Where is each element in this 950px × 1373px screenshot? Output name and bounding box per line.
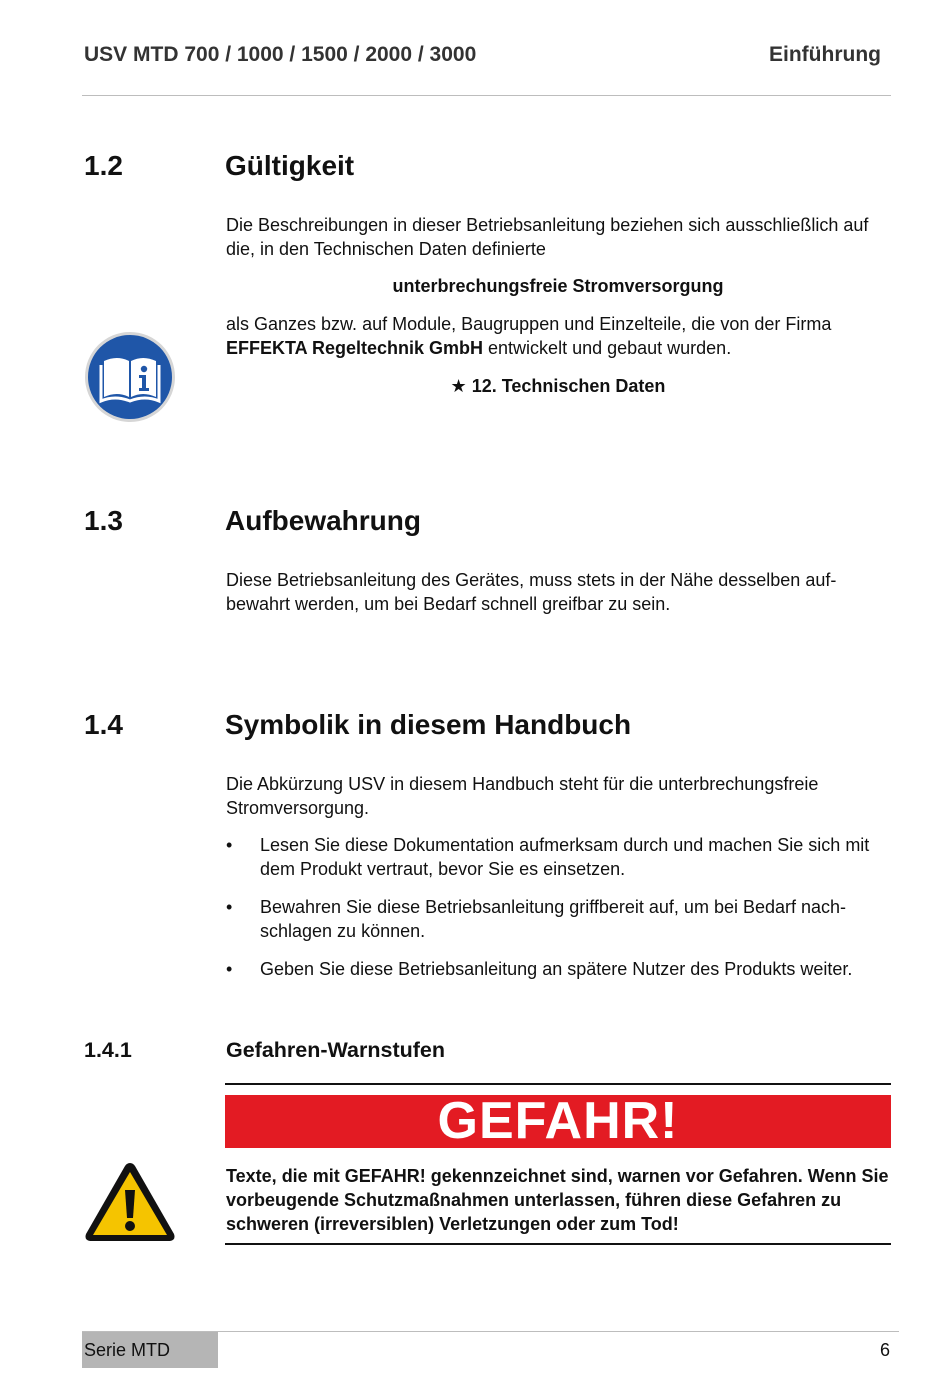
- warning-triangle-icon: [83, 1160, 177, 1244]
- section-title-symbolik: Symbolik in diesem Handbuch: [225, 709, 632, 740]
- section-number-1-4: 1.4: [84, 709, 123, 740]
- section-title-gefahren-warnstufen: Gefahren-Warnstufen: [226, 1038, 445, 1062]
- instruction-list: [226, 833, 890, 995]
- bullet-icon: •: [226, 897, 233, 917]
- danger-banner: [225, 1092, 891, 1150]
- section-number-1-4-1: 1.4.1: [84, 1038, 132, 1062]
- document-title: USV MTD 700 / 1000 / 1500 / 2000 / 3000: [84, 43, 477, 66]
- warning-top-rule: [225, 1083, 891, 1085]
- chapter-title: Einführung: [769, 43, 881, 66]
- validity-paragraph: Die Beschreibungen in dieser Betriebsanleitung beziehen sich ausschließlich auf die, in den Technischen Daten definierte: [226, 215, 869, 259]
- danger-banner-label: GEFAHR!: [437, 1092, 679, 1150]
- company-name: EFFEKTA Regeltechnik GmbH: [226, 338, 484, 358]
- page-number: 6: [879, 1340, 890, 1360]
- info-manual-icon: [84, 331, 176, 423]
- abbreviation-paragraph: Die Abkürzung USV in diesem Handbuch steht für die unterbrechungsfreie Stromversorgung.: [226, 774, 819, 818]
- bullet-icon: •: [226, 835, 233, 855]
- list-item: • Geben Sie diese Betriebsanleitung an spätere Nutzer des Produkts weiter.: [226, 959, 853, 979]
- warning-bottom-rule: [225, 1243, 891, 1245]
- section-title-aufbewahrung: Aufbewahrung: [225, 505, 421, 536]
- reference-label: 12. Technischen Daten: [471, 376, 666, 396]
- product-name: unterbrechungsfreie Stromversorgung: [392, 276, 724, 296]
- header-divider: [82, 95, 891, 96]
- validity-scope-paragraph: als Ganzes bzw. auf Module, Baugruppen und Einzelteile, die von der Firma EFFEKTA Regeltechnik GmbH entwickelt und gebaut wurden.: [226, 314, 832, 358]
- list-item: • Lesen Sie diese Dokumentation aufmerksam durch und machen Sie sich mit dem Produkt vertraut, bevor Sie es einsetzen.: [226, 835, 870, 879]
- star-icon: ★: [450, 376, 467, 396]
- storage-paragraph: Diese Betriebsanleitung des Gerätes, muss stets in der Nähe desselben auf-bewahrt werden, um bei Bedarf schnell greifbar zu sein.: [226, 570, 837, 614]
- section-number-1-2: 1.2: [84, 150, 123, 181]
- danger-description: Texte, die mit GEFAHR! gekennzeichnet sind, warnen vor Gefahren. Wenn Sie vorbeugende Schutzmaßnahmen unterlassen, führen diese Gefahren zu schweren (irreversiblen) Verletzungen oder zum Tod!: [226, 1166, 889, 1234]
- list-item: • Bewahren Sie diese Betriebsanleitung griffbereit auf, um bei Bedarf nach-schlagen zu können.: [226, 897, 847, 941]
- section-number-1-3: 1.3: [84, 505, 123, 536]
- section-title-gueltigkeit: Gültigkeit: [225, 150, 355, 181]
- bullet-icon: •: [226, 959, 233, 979]
- footer-series: Serie MTD: [84, 1340, 171, 1360]
